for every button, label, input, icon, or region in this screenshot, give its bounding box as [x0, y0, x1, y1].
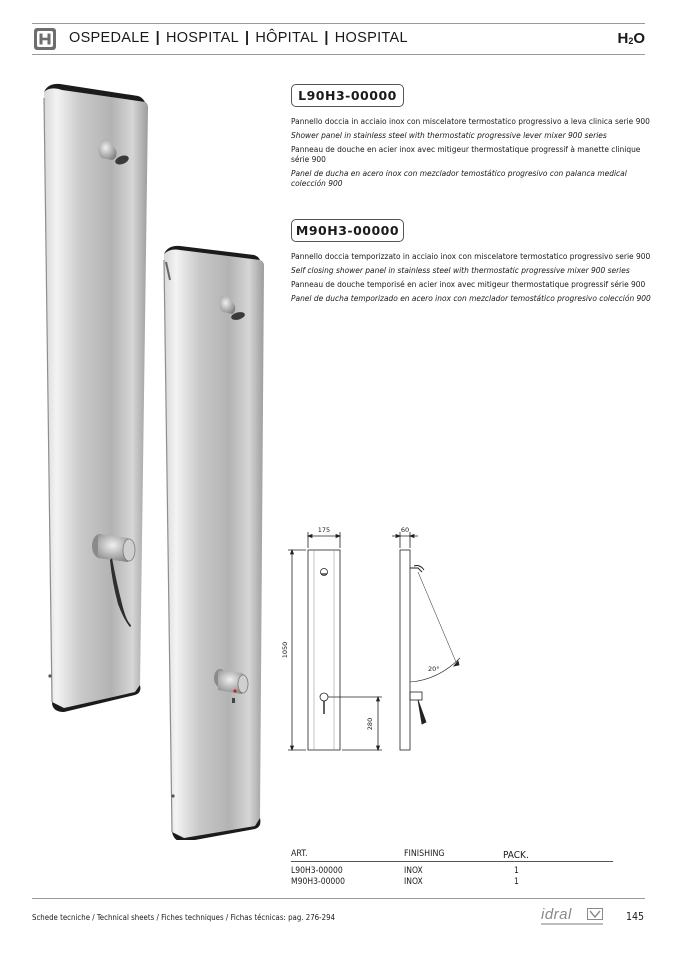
page-number: 145	[625, 911, 644, 923]
description-english: Shower panel in stainless steel with thermostatic progressive lever mixer 900 series	[291, 130, 607, 140]
title-separator: |	[155, 30, 160, 46]
page-section-title	[69, 30, 408, 46]
h2o-section-label: $H_2O$	[617, 30, 645, 47]
cell-pack: 1	[514, 877, 519, 887]
description-spanish: Panel de ducha en acero inox con mezclador temostático progresivo con palanca medical colección 900	[291, 168, 627, 188]
shower-panel-m90	[164, 246, 264, 840]
dimension-width: 175	[317, 526, 331, 534]
description-italian: Pannello doccia temporizzato in acciaio inox con miscelatore termostatico progressivo serie 900	[291, 251, 651, 261]
cell-finishing: INOX	[404, 866, 423, 876]
shower-panel-l90	[44, 84, 148, 712]
title-separator: |	[324, 30, 329, 46]
idral-logo-text: idral	[541, 906, 572, 923]
cell-pack: 1	[514, 866, 519, 876]
table-rule	[291, 861, 613, 862]
title-italian: OSPEDALE	[69, 30, 150, 46]
product-description-m90	[291, 251, 651, 307]
hospital-badge-icon	[34, 28, 56, 50]
product-code-l90: L90H3-00000	[291, 84, 404, 107]
technical-drawing	[278, 522, 478, 757]
footer-rule	[32, 898, 645, 899]
header-top-rule	[32, 23, 645, 24]
title-french: HÔPITAL	[255, 30, 319, 46]
cell-art: L90H3-00000	[291, 866, 343, 876]
description-italian: Pannello doccia in acciaio inox con miscelatore termostatico progressivo a leva clinica serie 900	[291, 116, 650, 126]
front-view-outline	[308, 550, 340, 750]
cell-finishing: INOX	[404, 877, 423, 887]
table-header-art: ART.	[291, 849, 308, 859]
product-code-m90: M90H3-00000	[291, 219, 404, 242]
description-english: Self closing shower panel in stainless steel with thermostatic progressive mixer 900 series	[291, 265, 630, 275]
description-spanish: Panel de ducha temporizado en acero inox con mezclador temostático progresivo colección 900	[291, 293, 651, 303]
product-description-l90	[291, 116, 651, 192]
description-french: Panneau de douche temporisé en acier inox avec mitigeur thermostatique progressif série 900	[291, 279, 646, 289]
title-spanish: HOSPITAL	[334, 30, 408, 46]
shower-panels-photo	[30, 80, 280, 840]
idral-logo	[541, 906, 605, 928]
dimension-depth: 60	[400, 526, 410, 534]
cell-art: M90H3-00000	[291, 877, 346, 887]
title-english: HOSPITAL	[165, 30, 239, 46]
table-header-pack: PACK.	[503, 850, 529, 861]
dimension-mixer-height: 280	[366, 717, 374, 731]
dimension-height: 1050	[281, 641, 289, 659]
title-separator: |	[244, 30, 250, 46]
dimension-angle: 20°	[428, 665, 440, 673]
header-bottom-rule	[32, 54, 645, 55]
footer-reference: Schede tecniche / Technical sheets / Fiches techniques / Fichas técnicas: pag. 276-294	[32, 913, 336, 922]
description-french: Panneau de douche en acier inox avec mitigeur thermostatique progressif à manette clinique série 900	[291, 144, 641, 164]
idral-logo-mark-icon	[587, 908, 603, 920]
table-header-finishing: FINISHING	[404, 849, 445, 859]
side-view-outline	[400, 550, 410, 750]
